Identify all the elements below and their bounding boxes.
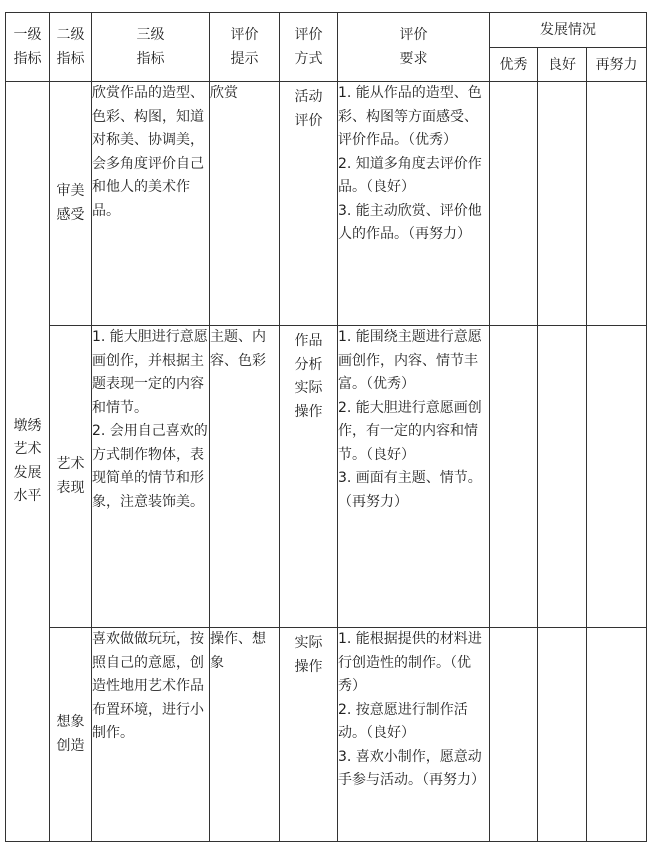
evaluation-hint: 主题、内容、色彩 (210, 326, 280, 628)
evaluation-method: 作品 分析 实际 操作 (280, 326, 338, 628)
level2-indicator: 艺术 表现 (50, 326, 92, 628)
evaluation-hint: 操作、想象 (210, 628, 280, 842)
evaluation-hint: 欣赏 (210, 82, 280, 326)
level2-indicator: 想象 创造 (50, 628, 92, 842)
grade-excellent-cell[interactable] (490, 326, 538, 628)
level3-indicator: 喜欢做做玩玩，按照自己的意愿，创造性地用艺术作品布置环境，进行小制作。 (92, 628, 210, 842)
grade-improve-cell[interactable] (587, 82, 647, 326)
header-development: 发展情况 (490, 13, 647, 48)
evaluation-requirement: 1. 能从作品的造型、色彩、构图等方面感受、评价作品。（优秀） 2. 知道多角度去评价作品。（良好） 3. 能主动欣赏、评价他人的作品。（再努力） (338, 82, 490, 326)
header-grade-improve: 再努力 (587, 48, 647, 82)
header-method: 评价 方式 (280, 13, 338, 82)
table-row (6, 326, 647, 628)
header-level2: 二级 指标 (50, 13, 92, 82)
grade-improve-cell[interactable] (587, 326, 647, 628)
evaluation-method: 实际 操作 (280, 628, 338, 842)
evaluation-method: 活动 评价 (280, 82, 338, 326)
table-row (6, 82, 647, 326)
grade-excellent-cell[interactable] (490, 628, 538, 842)
grade-good-cell[interactable] (538, 326, 587, 628)
table-row (6, 628, 647, 842)
level3-indicator: 1. 能大胆进行意愿画创作，并根据主题表现一定的内容和情节。 2. 会用自己喜欢的方式制作物体，表现简单的情节和形象，注意装饰美。 (92, 326, 210, 628)
header-requirement: 评价 要求 (338, 13, 490, 82)
grade-good-cell[interactable] (538, 628, 587, 842)
level1-indicator: 墩绣 艺术 发展 水平 (6, 82, 50, 842)
header-grade-good: 良好 (538, 48, 587, 82)
level3-indicator: 欣赏作品的造型、色彩、构图，知道对称美、协调美，会多角度评价自己和他人的美术作品。 (92, 82, 210, 326)
evaluation-requirement: 1. 能根据提供的材料进行创造性的制作。（优秀） 2. 按意愿进行制作活动。（良好） 3. 喜欢小制作，愿意动手参与活动。（再努力） (338, 628, 490, 842)
level2-indicator: 审美 感受 (50, 82, 92, 326)
evaluation-table (5, 12, 647, 842)
evaluation-requirement: 1. 能围绕主题进行意愿画创作，内容、情节丰富。（优秀） 2. 能大胆进行意愿画创作，有一定的内容和情节。（良好） 3. 画面有主题、情节。（再努力） (338, 326, 490, 628)
grade-improve-cell[interactable] (587, 628, 647, 842)
header-level1: 一级 指标 (6, 13, 50, 82)
grade-excellent-cell[interactable] (490, 82, 538, 326)
grade-good-cell[interactable] (538, 82, 587, 326)
header-level3: 三级 指标 (92, 13, 210, 82)
header-grade-excellent: 优秀 (490, 48, 538, 82)
header-hint: 评价 提示 (210, 13, 280, 82)
